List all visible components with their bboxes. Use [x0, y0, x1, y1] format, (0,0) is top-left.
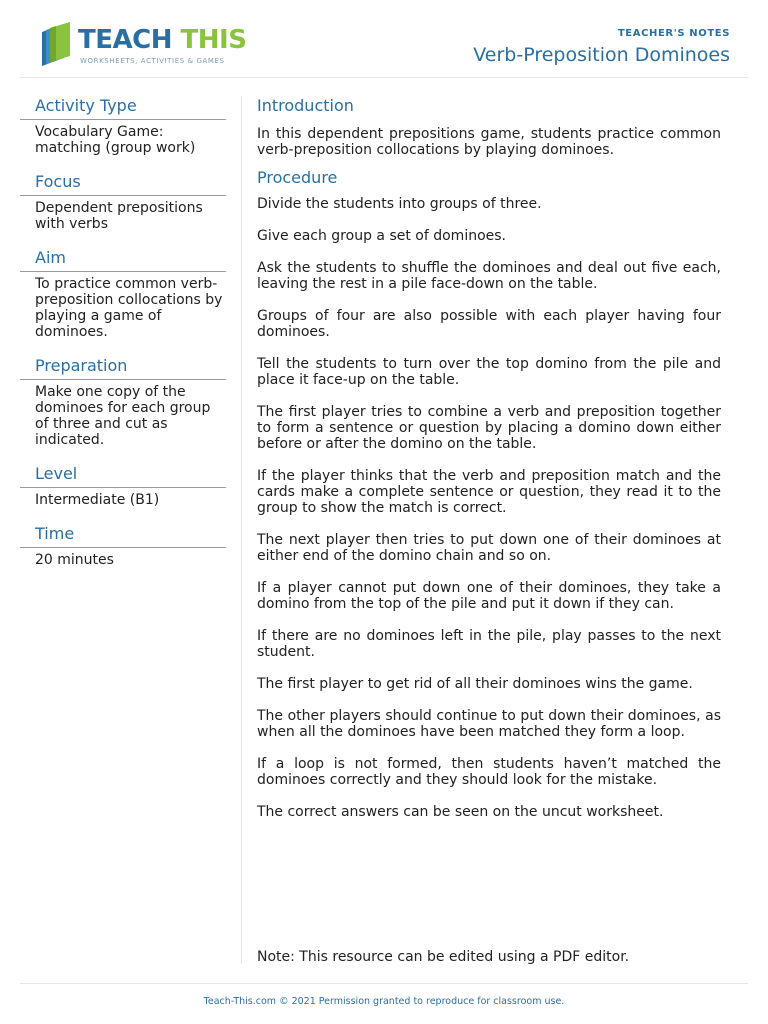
sidebar-section-focus [20, 172, 226, 232]
sidebar-heading: Preparation [20, 356, 226, 380]
sidebar-section-aim [20, 248, 226, 340]
procedure-step: Divide the students into groups of three. [257, 196, 542, 212]
sidebar-text: Intermediate (B1) [35, 492, 160, 508]
sidebar-text: Vocabulary Game: matching (group work) [35, 124, 196, 156]
sidebar-heading: Time [20, 524, 226, 548]
procedure-step: If a loop is not formed, then students haven’t matched the dominoes correctly and they should look for the mistake. [257, 756, 721, 788]
sidebar-text: 20 minutes [35, 552, 114, 568]
sidebar-section-level [20, 464, 226, 508]
sidebar-heading: Aim [20, 248, 226, 272]
sidebar-text: Dependent prepositions with verbs [35, 200, 203, 232]
procedure-step: If there are no dominoes left in the pile, play passes to the next student. [257, 628, 721, 660]
page-header [0, 0, 768, 78]
editing-note: Note: This resource can be edited using a PDF editor. [257, 949, 630, 965]
page-title: Verb-Preposition Dominoes [473, 44, 730, 66]
logo-teach: TEACH [78, 25, 172, 55]
procedure-step: Tell the students to turn over the top domino from the pile and place it face-up on the table. [257, 356, 721, 388]
sidebar-heading: Activity Type [20, 96, 226, 120]
column-divider [241, 96, 242, 964]
footer-copyright[interactable]: Teach-This.com © 2021 Permission granted to reproduce for classroom use. [203, 996, 565, 1007]
procedure-heading: Procedure [257, 168, 338, 187]
teachers-notes-label: TEACHER'S NOTES [617, 28, 730, 39]
sidebar-text: Make one copy of the dominoes for each group of three and cut as indicated. [35, 384, 211, 448]
procedure-list [257, 196, 721, 820]
procedure-step: The other players should continue to put down their dominoes, as when all the dominoes have been matched they form a loop. [257, 708, 721, 740]
header-divider [20, 77, 748, 78]
introduction-heading: Introduction [257, 96, 354, 115]
footer-divider [20, 983, 748, 984]
logo-this: THIS [180, 25, 247, 55]
procedure-step: The correct answers can be seen on the uncut worksheet. [257, 804, 664, 820]
procedure-step: The next player then tries to put down one of their dominoes at either end of the domino chain and so on. [257, 532, 721, 564]
sidebar-section-activity-type [20, 96, 226, 156]
main-content [257, 96, 721, 836]
procedure-step: Give each group a set of dominoes. [257, 228, 507, 244]
procedure-step: Groups of four are also possible with each player having four dominoes. [257, 308, 721, 340]
procedure-step: The first player tries to combine a verb and preposition together to form a sentence or question by placing a domino down either before or after the domino on the table. [257, 404, 721, 452]
procedure-step: The first player to get rid of all their dominoes wins the game. [257, 676, 693, 692]
sidebar-section-preparation [20, 356, 226, 448]
sidebar-heading: Level [20, 464, 226, 488]
sidebar [20, 96, 226, 584]
sidebar-section-time [20, 524, 226, 568]
teach-this-logo[interactable] [36, 22, 247, 70]
logo-wordmark [78, 25, 246, 55]
sidebar-text: To practice common verb-preposition collocations by playing a game of dominoes. [35, 276, 223, 340]
book-icon [36, 22, 76, 68]
sidebar-heading: Focus [20, 172, 226, 196]
procedure-step: If a player cannot put down one of their dominoes, they take a domino from the top of the pile and put it down if they can. [257, 580, 721, 612]
procedure-step: If the player thinks that the verb and preposition match and the cards make a complete sentence or question, they read it to the group to show the match is correct. [257, 468, 721, 516]
introduction-text: In this dependent prepositions game, students practice common verb-preposition collocations by playing dominoes. [257, 126, 721, 158]
logo-tagline: WORKSHEETS, ACTIVITIES & GAMES [80, 57, 225, 65]
procedure-step: Ask the students to shuffle the dominoes and deal out five each, leaving the rest in a pile face-down on the table. [257, 260, 721, 292]
